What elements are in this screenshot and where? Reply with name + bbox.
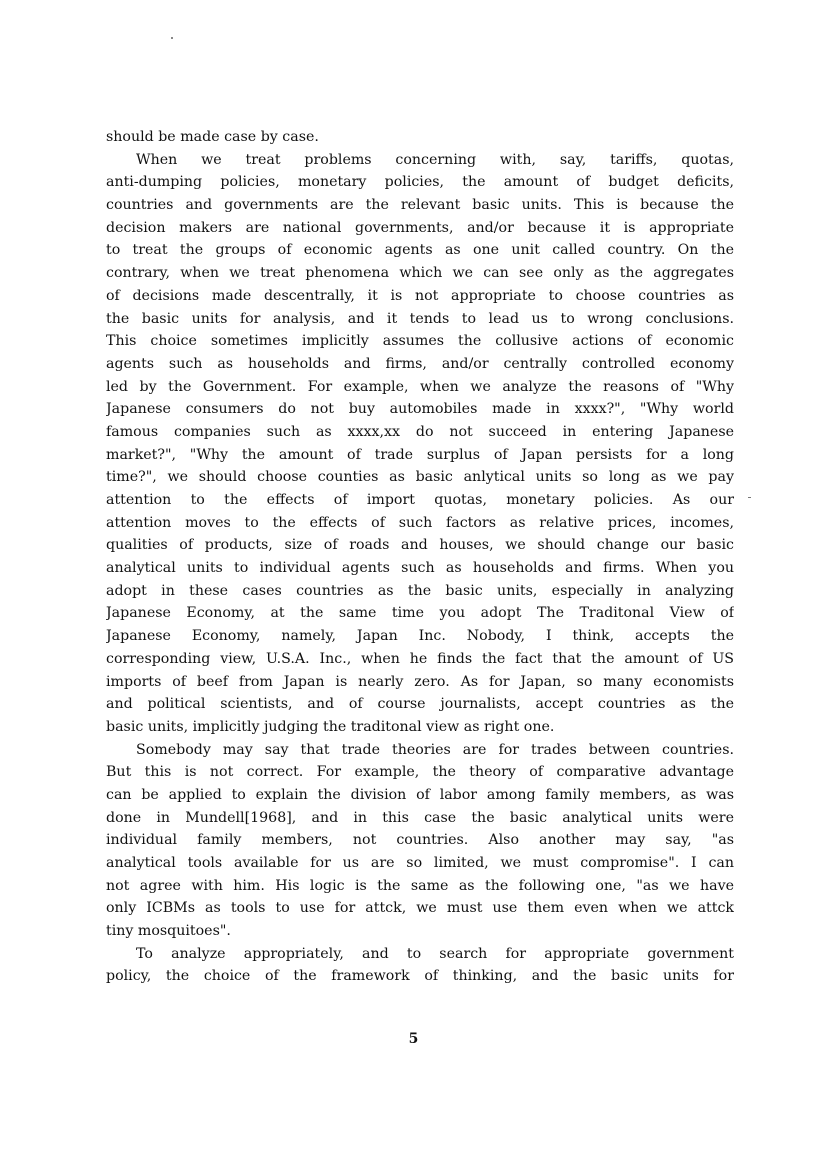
text-line: not agree with him. His logic is the same as the following one, "as we have: [106, 877, 734, 894]
text-line: basic units, implicitly judging the traditonal view as right one.: [106, 718, 555, 735]
text-line: agents such as households and firms, and/or centrally controlled economy: [106, 355, 734, 372]
text-line: imports of beef from Japan is nearly zero. As for Japan, so many economists: [106, 673, 734, 690]
text-line: policy, the choice of the framework of thinking, and the basic units for: [106, 968, 734, 985]
text-line: Japanese consumers do not buy automobiles made in xxxx?", "Why world: [106, 401, 734, 418]
text-line: countries and governments are the relevant basic units. This is because the: [106, 197, 734, 214]
text-line: contrary, when we treat phenomena which we can see only as the aggregates: [106, 265, 734, 282]
text-line: attention to the effects of import quotas, monetary policies. As our: [106, 492, 734, 508]
text-line: to treat the groups of economic agents as one unit called country. On the: [106, 242, 734, 259]
text-line: Japanese Economy, at the same time you adopt The Traditonal View of: [106, 605, 734, 622]
text-line: famous companies such as xxxx,xx do not succeed in entering Japanese: [106, 423, 734, 440]
text-line: only ICBMs as tools to use for attck, we must use them even when we attck: [106, 900, 734, 917]
text-line: the basic units for analysis, and it tends to lead us to wrong conclusions.: [106, 310, 734, 327]
text-line: can be applied to explain the division of labor among family members, as was: [106, 786, 734, 803]
text-line: corresponding view, U.S.A. Inc., when he finds the fact that the amount of US: [106, 650, 734, 667]
text-line: time?", we should choose counties as basic anlytical units so long as we pay: [106, 469, 734, 486]
text-line: and political scientists, and of course journalists, accept countries as the: [106, 696, 734, 713]
scan-margin-mark: [748, 497, 751, 498]
text-line: analytical units to individual agents such as households and firms. When you: [106, 560, 734, 577]
text-line: market?", "Why the amount of trade surplus of Japan persists for a long: [106, 446, 734, 463]
page-number: 5: [408, 1031, 419, 1047]
text-line: led by the Government. For example, when we analyze the reasons of "Why: [106, 378, 734, 395]
text-line: adopt in these cases countries as the basic units, especially in analyzing: [106, 582, 734, 599]
paragraph: [106, 943, 734, 988]
text-line: anti-dumping policies, monetary policies, the amount of budget deficits,: [106, 174, 734, 191]
text-line: attention moves to the effects of such factors as relative prices, incomes,: [106, 514, 734, 531]
paragraph: [106, 126, 734, 149]
text-line: individual family members, not countries. Also another may say, "as: [106, 832, 734, 849]
text-line: When we treat problems concerning with, say, tariffs, quotas,: [136, 151, 734, 168]
body-text: [106, 126, 734, 988]
text-line: qualities of products, size of roads and houses, we should change our basic: [106, 537, 734, 554]
text-line: To analyze appropriately, and to search for appropriate government: [136, 945, 734, 962]
text-line: decision makers are national governments, and/or because it is appropriate: [106, 219, 734, 236]
text-line: of decisions made descentrally, it is not appropriate to choose countries as: [106, 287, 734, 304]
text-line: tiny mosquitoes".: [106, 923, 231, 940]
text-line: done in Mundell[1968], and in this case the basic analytical units were: [106, 809, 734, 826]
paragraph: [106, 739, 734, 943]
text-line: But this is not correct. For example, the theory of comparative advantage: [106, 764, 734, 781]
text-line: This choice sometimes implicitly assumes the collusive actions of economic: [106, 333, 734, 350]
text-line: should be made case by case.: [106, 129, 319, 145]
text-line: analytical tools available for us are so limited, we must compromise". I can: [106, 855, 734, 871]
text-line: Somebody may say that trade theories are for trades between countries.: [136, 741, 734, 758]
text-line: Japanese Economy, namely, Japan Inc. Nobody, I think, accepts the: [106, 628, 734, 645]
scan-speck: [171, 37, 173, 39]
paragraph: [106, 149, 734, 739]
